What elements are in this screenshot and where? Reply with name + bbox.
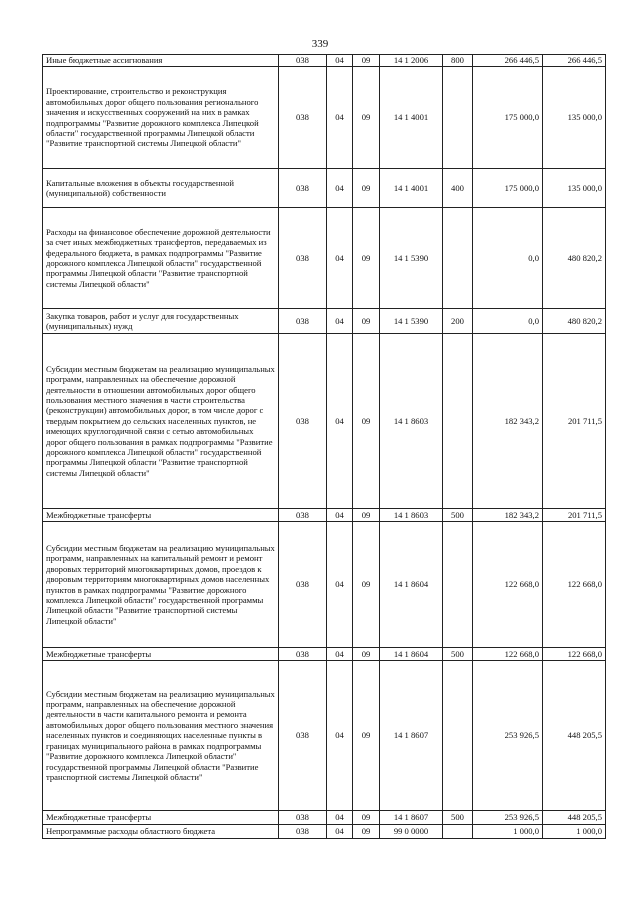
- row-sum-2: 480 820,2: [543, 309, 606, 334]
- row-subsection: 09: [353, 169, 380, 208]
- row-name: Иные бюджетные ассигнования: [43, 55, 279, 67]
- table-row: [43, 648, 606, 661]
- row-ministry: 038: [279, 811, 327, 825]
- row-article: 14 1 8604: [380, 522, 443, 648]
- table-row: [43, 67, 606, 169]
- row-sum-2: 448 205,5: [543, 661, 606, 811]
- row-subsection: 09: [353, 825, 380, 839]
- row-expense-type: [443, 208, 473, 309]
- row-expense-type: 500: [443, 509, 473, 522]
- row-section: 04: [327, 661, 353, 811]
- row-article: 14 1 2006: [380, 55, 443, 67]
- row-sum-1: 0,0: [473, 208, 543, 309]
- row-name: Капитальные вложения в объекты государственной (муниципальной) собственности: [43, 169, 279, 208]
- row-name: Расходы на финансовое обеспечение дорожной деятельности за счет иных межбюджетных трансфертов, передаваемых из федерального бюджета, в рамках подпрограммы "Развитие дорожного комплекса Липецкой области" государственной программы Липецкой области "Развитие транспортной системы Липецкой области": [43, 208, 279, 309]
- row-subsection: 09: [353, 309, 380, 334]
- row-name: Непрограммные расходы областного бюджета: [43, 825, 279, 839]
- row-name: Субсидии местным бюджетам на реализацию муниципальных программ, направленных на обеспечение дорожной деятельности в отношении автомобильных дорог общего пользования местного значения в части строительства (реконструкции) автомобильных дорог, в том числе дорог с твердым покрытием до сельских населенных пунктов, не имеющих круглогодичной связи с сетью автомобильных дорог общего пользования в рамках подпрограммы "Развитие дорожного комплекса Липецкой области" государственной программы Липецкой области "Развитие транспортной системы Липецкой области": [43, 334, 279, 509]
- row-sum-1: 266 446,5: [473, 55, 543, 67]
- row-sum-2: 266 446,5: [543, 55, 606, 67]
- row-ministry: 038: [279, 522, 327, 648]
- row-subsection: 09: [353, 522, 380, 648]
- row-subsection: 09: [353, 661, 380, 811]
- row-article: 14 1 8607: [380, 661, 443, 811]
- row-sum-1: 182 343,2: [473, 509, 543, 522]
- row-section: 04: [327, 55, 353, 67]
- table-row: [43, 169, 606, 208]
- page-number: 339: [311, 38, 329, 50]
- row-section: 04: [327, 334, 353, 509]
- row-article: 14 1 4001: [380, 169, 443, 208]
- row-subsection: 09: [353, 811, 380, 825]
- row-sum-2: 480 820,2: [543, 208, 606, 309]
- row-sum-2: 201 711,5: [543, 334, 606, 509]
- row-ministry: 038: [279, 169, 327, 208]
- row-article: 14 1 4001: [380, 67, 443, 169]
- row-sum-1: 175 000,0: [473, 169, 543, 208]
- row-expense-type: 500: [443, 811, 473, 825]
- row-section: 04: [327, 825, 353, 839]
- row-section: 04: [327, 208, 353, 309]
- row-ministry: 038: [279, 309, 327, 334]
- budget-table: [42, 54, 606, 839]
- row-sum-2: 1 000,0: [543, 825, 606, 839]
- row-sum-1: 253 926,5: [473, 661, 543, 811]
- row-name: Закупка товаров, работ и услуг для государственных (муниципальных) нужд: [43, 309, 279, 334]
- row-article: 14 1 5390: [380, 208, 443, 309]
- row-subsection: 09: [353, 648, 380, 661]
- row-sum-1: 0,0: [473, 309, 543, 334]
- row-name: Межбюджетные трансферты: [43, 509, 279, 522]
- row-section: 04: [327, 522, 353, 648]
- row-section: 04: [327, 169, 353, 208]
- table-row: [43, 208, 606, 309]
- row-expense-type: [443, 67, 473, 169]
- row-ministry: 038: [279, 208, 327, 309]
- row-expense-type: [443, 825, 473, 839]
- row-expense-type: [443, 522, 473, 648]
- row-ministry: 038: [279, 825, 327, 839]
- row-subsection: 09: [353, 55, 380, 67]
- row-sum-1: 182 343,2: [473, 334, 543, 509]
- row-sum-1: 122 668,0: [473, 522, 543, 648]
- row-subsection: 09: [353, 509, 380, 522]
- table-row: [43, 811, 606, 825]
- row-sum-2: 122 668,0: [543, 648, 606, 661]
- table-row: [43, 509, 606, 522]
- row-article: 14 1 5390: [380, 309, 443, 334]
- row-section: 04: [327, 811, 353, 825]
- row-name: Межбюджетные трансферты: [43, 811, 279, 825]
- row-name: Субсидии местным бюджетам на реализацию муниципальных программ, направленных на капитальный ремонт и ремонт дворовых территорий многоквартирных домов, проездов к дворовым территориям многоквартирных домов населенных пунктов в рамках подпрограммы "Развитие дорожного комплекса Липецкой области" государственной программы Липецкой области "Развитие транспортной системы Липецкой области": [43, 522, 279, 648]
- table-row: [43, 309, 606, 334]
- row-ministry: 038: [279, 661, 327, 811]
- row-ministry: 038: [279, 55, 327, 67]
- row-article: 14 1 8607: [380, 811, 443, 825]
- row-ministry: 038: [279, 509, 327, 522]
- row-article: 99 0 0000: [380, 825, 443, 839]
- row-subsection: 09: [353, 67, 380, 169]
- row-expense-type: 800: [443, 55, 473, 67]
- table-row: [43, 55, 606, 67]
- row-section: 04: [327, 67, 353, 169]
- row-sum-1: 1 000,0: [473, 825, 543, 839]
- row-ministry: 038: [279, 67, 327, 169]
- row-sum-1: 253 926,5: [473, 811, 543, 825]
- row-sum-1: 122 668,0: [473, 648, 543, 661]
- row-sum-2: 135 000,0: [543, 67, 606, 169]
- table-row: [43, 522, 606, 648]
- row-ministry: 038: [279, 334, 327, 509]
- row-name: Субсидии местным бюджетам на реализацию муниципальных программ, направленных на обеспечение дорожной деятельности в части капитального ремонта и ремонта автомобильных дорог общего пользования местного значения населенных пунктов и соединяющих населенные пункты в границах муниципального района в рамках подпрограммы "Развитие дорожного комплекса Липецкой области" государственной программы Липецкой области "Развитие транспортной системы Липецкой области": [43, 661, 279, 811]
- row-sum-2: 135 000,0: [543, 169, 606, 208]
- row-sum-2: 122 668,0: [543, 522, 606, 648]
- row-article: 14 1 8603: [380, 334, 443, 509]
- row-name: Межбюджетные трансферты: [43, 648, 279, 661]
- row-expense-type: [443, 661, 473, 811]
- row-section: 04: [327, 648, 353, 661]
- row-section: 04: [327, 309, 353, 334]
- row-sum-1: 175 000,0: [473, 67, 543, 169]
- row-subsection: 09: [353, 208, 380, 309]
- row-sum-2: 448 205,5: [543, 811, 606, 825]
- row-sum-2: 201 711,5: [543, 509, 606, 522]
- row-name: Проектирование, строительство и реконструкция автомобильных дорог общего пользования регионального значения и искусственных сооружений на них в рамках подпрограммы "Развитие дорожного комплекса Липецкой области" государственной программы Липецкой области "Развитие транспортной системы Липецкой области": [43, 67, 279, 169]
- row-section: 04: [327, 509, 353, 522]
- row-expense-type: 500: [443, 648, 473, 661]
- row-expense-type: 200: [443, 309, 473, 334]
- row-expense-type: [443, 334, 473, 509]
- row-ministry: 038: [279, 648, 327, 661]
- row-article: 14 1 8604: [380, 648, 443, 661]
- row-article: 14 1 8603: [380, 509, 443, 522]
- row-expense-type: 400: [443, 169, 473, 208]
- table-row: [43, 825, 606, 839]
- table-row: [43, 334, 606, 509]
- row-subsection: 09: [353, 334, 380, 509]
- table-row: [43, 661, 606, 811]
